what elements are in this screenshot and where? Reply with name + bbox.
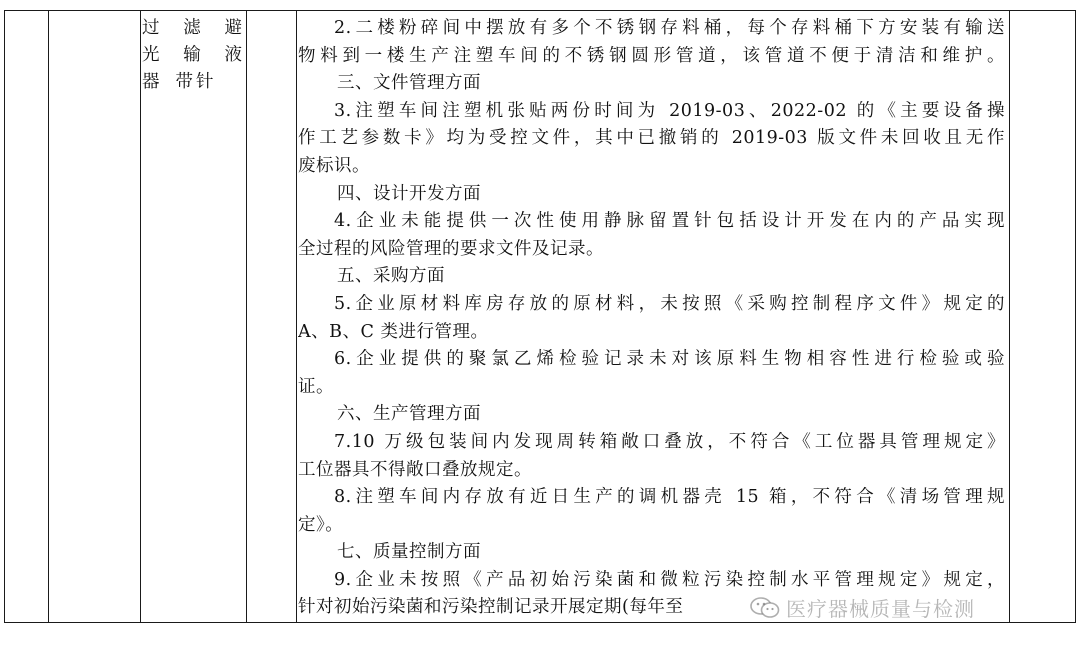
table-cell-company (49, 11, 141, 623)
section-heading: 三、文件管理方面 (337, 73, 481, 94)
finding-line: 8.注塑车间内存放有近日生产的调机器壳 15 箱，不符合《清场管理规 (334, 487, 1005, 508)
table-cell-remarks (1010, 11, 1076, 623)
table-cell-findings (297, 11, 1010, 623)
finding-line: 9.企业未按照《产品初始污染菌和微粒污染控制水平管理规定》规定， (334, 569, 1005, 590)
section-heading: 五、采购方面 (337, 266, 445, 287)
finding-line: 4.企业未能提供一次性使用静脉留置针包括设计开发在内的产品实现 (334, 211, 1005, 232)
finding-line: A、B、C 类进行管理。 (298, 321, 489, 342)
section-heading: 六、生产管理方面 (337, 404, 481, 425)
table-cell-product (141, 11, 247, 623)
table-row (5, 11, 1076, 623)
finding-line: 物料到一楼生产注塑车间的不锈钢圆形管道，该管道不便于清洁和维护。 (298, 45, 1005, 66)
finding-line: 证。 (298, 376, 334, 397)
section-heading: 七、质量控制方面 (337, 542, 481, 563)
product-name-line: 光 输 液 (142, 45, 242, 65)
watermark-text: 医疗器械质量与检测 (786, 597, 975, 621)
table-cell-blank (247, 11, 297, 623)
finding-line: 针对初始污染菌和污染控制记录开展定期(每年至 (298, 597, 684, 618)
finding-line: 作工艺参数卡》均为受控文件，其中已撤销的 2019-03 版文件未回收且无作 (298, 128, 1005, 149)
table-cell-index (5, 11, 49, 623)
finding-line: 6.企业提供的聚氯乙烯检验记录未对该原料生物相容性进行检验或验 (334, 349, 1005, 370)
finding-line: 7.10 万级包装间内发现周转箱敞口叠放，不符合《工位器具管理规定》 (334, 431, 1005, 452)
finding-line: 2.二楼粉碎间中摆放有多个不锈钢存料桶，每个存料桶下方安装有输送 (334, 18, 1005, 38)
finding-line: 废标识。 (298, 155, 370, 176)
finding-line: 3.注塑车间注塑机张贴两份时间为 2019-03、2022-02 的《主要设备操 (334, 100, 1005, 121)
finding-line: 全过程的风险管理的要求文件及记录。 (298, 238, 604, 259)
product-name (141, 11, 246, 96)
inspection-table (4, 10, 1076, 623)
finding-line: 定》。 (298, 514, 344, 535)
section-heading: 四、设计开发方面 (337, 183, 481, 204)
product-name-line: 器 带针 (142, 72, 217, 92)
findings-text (297, 11, 1009, 622)
product-name-line: 过 滤 避 (142, 18, 242, 38)
finding-line: 5.企业原材料库房存放的原材料，未按照《采购控制程序文件》规定的 (334, 293, 1005, 314)
finding-line: 工位器具不得敞口叠放规定。 (298, 459, 532, 480)
